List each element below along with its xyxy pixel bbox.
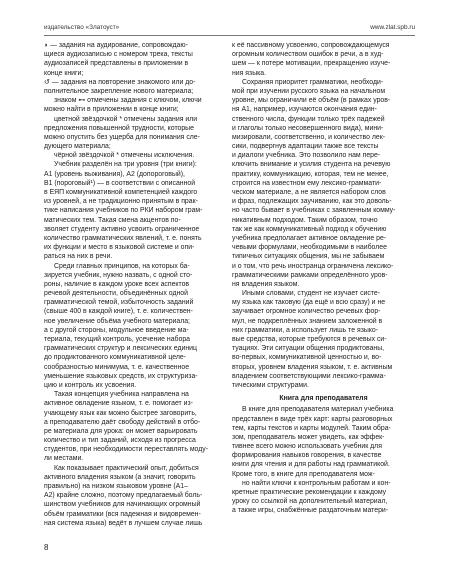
text-line: щиеся аудиозаписью с номером трека, тексты (44, 51, 193, 59)
text-line: аудиозаписей представлены в приложении в (44, 60, 189, 68)
text-line: типичных ситуациях общения, мы не забываем (232, 253, 385, 261)
text-line: и о том, что речь иностранца ограничена лексико- (232, 262, 394, 270)
text-line: и глаголы только несовершенного вида), мини- (232, 124, 384, 132)
left-text-column (44, 41, 225, 528)
text-line: количество и тип заданий, исходя из прогресса (44, 437, 196, 445)
text-line: а также игры, снабжённые раздаточным матери- (232, 507, 389, 515)
text-line: а преподавателю даёт свободу действий в отбо- (44, 418, 201, 426)
text-line: ня владения языком. (232, 280, 300, 288)
text-line: ная система языка) ведёт в лучшем случае лишь (44, 519, 203, 527)
text-line: В книге для преподавателя материал учебника (242, 406, 394, 414)
text-line: матических тем. Такая смена акцентов по- (44, 216, 181, 224)
text-line: предложения повышенной трудности, которые (44, 124, 194, 132)
text-line: мой при изучении русского языка на начальном (232, 87, 386, 95)
website-label: www.zlat.spb.ru (370, 24, 415, 31)
text-line: мизировали, соответственно, и количество лек- (232, 133, 386, 141)
text-line: ↺ — задания на повторение знакомого или до- (44, 78, 196, 86)
text-line: количество грамматических явлений, т. е. понять (44, 234, 202, 242)
text-line: Учебник разделён на три уровня (три книги): (54, 161, 197, 169)
text-line: конце книги; (44, 69, 84, 77)
text-line: практику, коммуникацию, которая, тем не менее, (232, 170, 389, 178)
text-line: ключить внимание и усилия студента на речевую (232, 161, 391, 169)
text-line: ственного числа, функции только трёх падежей (232, 115, 385, 123)
text-line: учебника предполагает активное овладение ре- (232, 234, 387, 242)
text-line: зом, преподаватель может увидеть, как эффек- (232, 433, 385, 441)
text-line: грамматических структур и лексических единиц (44, 345, 197, 353)
text-line: книги для чтения и для работы над грамматикой. (232, 461, 390, 469)
text-line: шинством учебников для начинающих огромный (44, 501, 201, 509)
text-line: ли местами. (44, 455, 84, 463)
text-line: тике написания учебников по РКИ набором грам- (44, 207, 203, 215)
text-line: тическими структурами. (232, 381, 309, 389)
text-line: учающему язык как можно быстрее заговорить, (44, 409, 197, 417)
text-line: огромным количеством ошибок в речи, а в худ- (232, 51, 384, 59)
text-line: заучивает огромное количество речевых фор- (232, 308, 381, 316)
text-line: правильно) на низком языковом уровне (А1– (44, 483, 188, 490)
text-line: вторых, уровнем владения языком, т. е. активным (232, 363, 393, 371)
text-line: чёрной звёздочкой * отмечены исключения. (54, 152, 195, 160)
text-line: представлен в виде трёх карт: карты разговорных (232, 415, 393, 423)
text-line: роны, наличие в каждом уроке всех аспектов (44, 280, 190, 288)
text-line: шем — к потере мотивации, прекращению изуче- (232, 60, 391, 68)
text-line: можно опустить без ущерба для понимания сле- (44, 133, 200, 141)
text-line: Кроме того, в книге для преподавателя мож- (232, 470, 375, 478)
text-line: уроку со ссылкой на дополнительный материал, (232, 498, 388, 506)
text-line: ческом материале, а не является набором слов (232, 189, 386, 196)
text-line: студентов, при необходимости переставлять моду- (44, 446, 208, 454)
text-line: в ЕЯП коммуникативной компетенцией каждого (44, 189, 198, 196)
text-line: уровне, мы ограничили её объём (в рамках уров- (232, 97, 391, 105)
header-divider (44, 35, 415, 36)
text-line: но часто бывает в учебниках с заявленным комму- (232, 207, 396, 215)
text-line: Среди главных принципов, на которых ба- (54, 262, 190, 270)
right-text-column (232, 41, 415, 516)
text-line: Иными словами, студент не изучает систе- (242, 290, 381, 298)
text-line: полнительное закрепление нового материала; (44, 87, 194, 95)
text-line: объём грамматики (вся падежная и видовремен- (44, 510, 201, 518)
text-line: раться на них в речи. (44, 253, 113, 261)
text-line: В1 (пороговый¹) — в соответствии с описанной (44, 179, 196, 187)
text-line: но найти ключи к контрольным работам и кон- (242, 479, 391, 487)
text-line: ня А1, например, изучаются окончания един- (232, 106, 377, 114)
text-line: Сохраняя приоритет грамматики, необходи- (242, 78, 384, 86)
text-line: до продиктованного коммуникативной целе- (44, 354, 186, 362)
text-line: формирования навыков говорения, в качестве (232, 452, 382, 460)
text-line: во-первых, коммуникативной ценностью и, во- (232, 354, 382, 362)
text-line: сообразностью минимума, т. е. качественное (44, 363, 190, 371)
text-line: А1 (уровень выживания), А2 (допороговый), (44, 170, 185, 178)
text-line: речевой деятельности, объединённых одной (44, 290, 188, 298)
text-line: му языка как таковую (да ещё и всю сразу) и не (232, 299, 386, 307)
text-line: Такая концепция учебника направлена на (54, 391, 189, 399)
text-line: к её пассивному усвоению, сопровождающемуся (232, 42, 390, 49)
running-header (44, 22, 415, 34)
text-line: А2) крайне сложно, поэтому предлагаемый боль- (44, 492, 203, 500)
text-line: вые средства, которые требуются в речевых си- (232, 336, 387, 343)
section-heading: Книга для преподавателя (279, 395, 368, 403)
text-line: строится на известном ему лексико-граммати- (232, 179, 382, 187)
text-line: и фраз, подлежащих заучиванию, как это доволь- (232, 198, 392, 206)
text-line: можно найти в приложении в конце книги; (44, 106, 179, 114)
text-line: тивнее всего можно использовать учебник для (232, 443, 382, 451)
text-line: и диалоги учебника. Это позволило нам пере- (232, 152, 381, 160)
text-line: активного владения языком (а значит, говорить (44, 473, 196, 481)
publisher-label: издательство «Златоуст» (44, 24, 120, 31)
text-line: кретные практические рекомендации к каждому (232, 489, 387, 496)
text-line: зволяет студенту активно усвоить ограниченное (44, 225, 200, 233)
text-line: цию и контроль их усвоения. (44, 381, 137, 389)
text-line: чевыми формулами, необходимыми в наиболее (232, 244, 387, 252)
text-line: зируется учебник, нужно назвать, с одной сто- (44, 271, 193, 279)
text-line: из уровней, а не традиционно принятым в прак- (44, 198, 198, 206)
text-line: уменьшение языковых средств, их структуриза- (44, 372, 198, 380)
text-line: дующего материала; (44, 143, 111, 151)
text-line: цветной звёздочкой * отмечены задания или (54, 115, 198, 123)
text-line: их функции и место в языковой системе и опи- (44, 244, 195, 252)
text-line: ния языка. (232, 69, 267, 77)
text-line: никативным подходом. Таким образом, точно (232, 216, 378, 224)
text-line: териала, текущий контроль, усечение набора (44, 336, 190, 343)
text-line: ◗ — задания на аудирование, сопровождаю- (44, 42, 188, 49)
text-line: так же как коммуникативный подход к обучению (232, 225, 387, 233)
text-line: мул, не подкреплённых знанием заложенной в (232, 317, 383, 325)
text-line: ное увеличение объёма учебного материала; (44, 317, 190, 325)
text-line: туациях. Эти ситуации общения продиктованы, (232, 345, 385, 353)
text-line: сики, подвергнув адаптации также все тексты (232, 143, 379, 151)
text-line: Как показывает практический опыт, добиться (54, 464, 199, 472)
text-line: а с другой стороны, модульное введение ма- (44, 326, 189, 334)
text-line: них грамматики, а использует лишь те языко- (232, 326, 379, 334)
text-line: грамматическими рамками определённого уров- (232, 271, 388, 279)
page-number: 8 (44, 543, 49, 552)
text-line: владением соответствующими лексико-грамма- (232, 372, 386, 380)
text-line: ре материала для урока: он может варьировать (44, 427, 198, 435)
text-line: тем, карты текстов и карты модулей. Таким обра- (232, 424, 391, 432)
text-line: (свыше 400 в каждой книге), т. е. количествен- (44, 308, 193, 316)
text-line: активное овладение языком, т. е. помогает из- (44, 400, 193, 408)
text-line: грамматической темой, избыточность заданий (44, 299, 194, 307)
text-line: знаком ⊷ отмечены задания с ключом, ключи (54, 97, 202, 105)
